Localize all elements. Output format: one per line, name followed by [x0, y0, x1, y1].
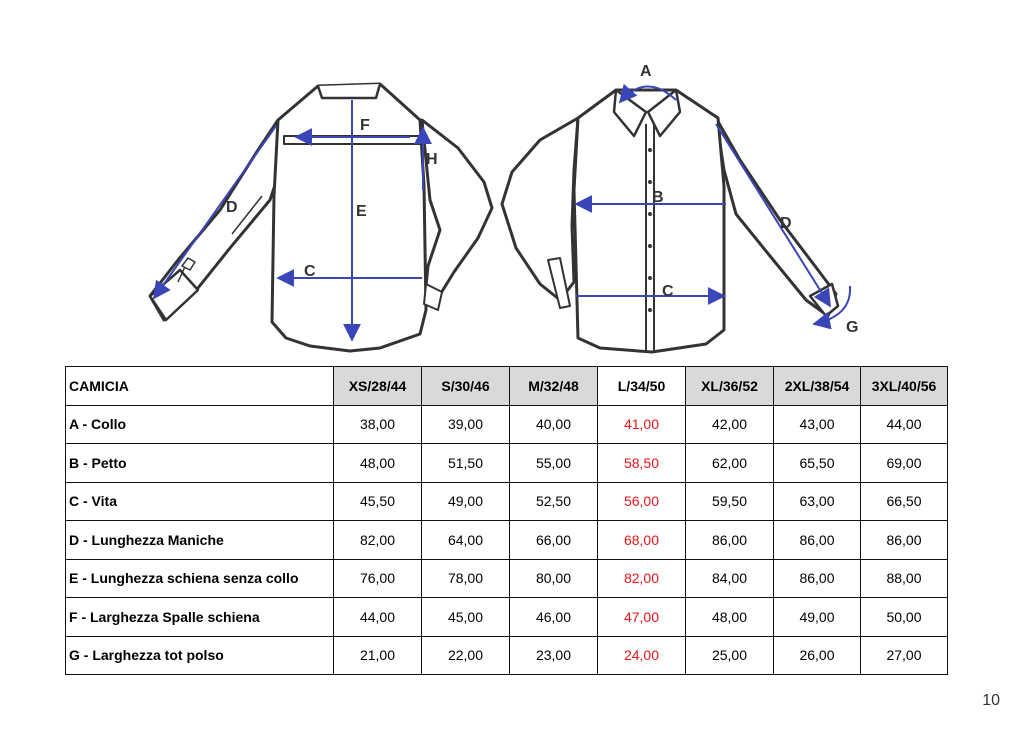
- shirt-back-view: [150, 84, 492, 351]
- row-label: A - Collo: [66, 405, 334, 444]
- table-cell: 86,00: [774, 559, 861, 598]
- table-cell: 58,50: [598, 444, 686, 483]
- table-cell: 40,00: [510, 405, 598, 444]
- row-label: F - Larghezza Spalle schiena: [66, 598, 334, 637]
- table-cell: 66,00: [510, 521, 598, 560]
- table-cell: 55,00: [510, 444, 598, 483]
- table-cell: 48,00: [686, 598, 774, 637]
- table-cell: 46,00: [510, 598, 598, 637]
- table-cell: 56,00: [598, 482, 686, 521]
- page-number: 10: [982, 692, 1000, 709]
- table-cell: 76,00: [334, 559, 422, 598]
- shirt-measurement-diagram: [0, 0, 1024, 362]
- marker-h: H: [426, 151, 438, 168]
- marker-c-back: C: [304, 263, 316, 280]
- table-cell: 62,00: [686, 444, 774, 483]
- table-cell: 44,00: [861, 405, 948, 444]
- table-cell: 84,00: [686, 559, 774, 598]
- table-cell: 78,00: [422, 559, 510, 598]
- table-cell: 48,00: [334, 444, 422, 483]
- marker-f: F: [360, 117, 370, 134]
- header-size-m: M/32/48: [510, 367, 598, 406]
- marker-g: G: [846, 319, 859, 336]
- table-cell: 80,00: [510, 559, 598, 598]
- row-label: D - Lunghezza Maniche: [66, 521, 334, 560]
- table-cell: 24,00: [598, 636, 686, 675]
- header-size-l: L/34/50: [598, 367, 686, 406]
- table-cell: 26,00: [774, 636, 861, 675]
- header-camicia: CAMICIA: [66, 367, 334, 406]
- row-label: G - Larghezza tot polso: [66, 636, 334, 675]
- row-label: C - Vita: [66, 482, 334, 521]
- header-size-xl: XL/36/52: [686, 367, 774, 406]
- table-cell: 38,00: [334, 405, 422, 444]
- header-size-s: S/30/46: [422, 367, 510, 406]
- marker-d-front: D: [780, 215, 792, 232]
- table-cell: 68,00: [598, 521, 686, 560]
- table-cell: 51,50: [422, 444, 510, 483]
- table-cell: 82,00: [334, 521, 422, 560]
- table-cell: 88,00: [861, 559, 948, 598]
- header-size-2xl: 2XL/38/54: [774, 367, 861, 406]
- table-cell: 23,00: [510, 636, 598, 675]
- row-label: E - Lunghezza schiena senza collo: [66, 559, 334, 598]
- table-cell: 39,00: [422, 405, 510, 444]
- table-cell: 82,00: [598, 559, 686, 598]
- table-cell: 52,50: [510, 482, 598, 521]
- table-cell: 64,00: [422, 521, 510, 560]
- table-cell: 63,00: [774, 482, 861, 521]
- table-row: [66, 636, 948, 675]
- header-size-3xl: 3XL/40/56: [861, 367, 948, 406]
- table-cell: 50,00: [861, 598, 948, 637]
- marker-d-back: D: [226, 199, 238, 216]
- table-cell: 65,50: [774, 444, 861, 483]
- table-cell: 49,00: [422, 482, 510, 521]
- table-cell: 45,00: [422, 598, 510, 637]
- table-cell: 47,00: [598, 598, 686, 637]
- table-row: [66, 482, 948, 521]
- arrow-d-front: [716, 124, 830, 306]
- table-row: [66, 598, 948, 637]
- table-cell: 41,00: [598, 405, 686, 444]
- table-cell: 86,00: [861, 521, 948, 560]
- header-size-xs: XS/28/44: [334, 367, 422, 406]
- table-cell: 49,00: [774, 598, 861, 637]
- marker-c-front: C: [662, 283, 674, 300]
- table-cell: 86,00: [774, 521, 861, 560]
- table-cell: 42,00: [686, 405, 774, 444]
- shirt-diagram-svg: [0, 0, 1024, 362]
- table-cell: 86,00: [686, 521, 774, 560]
- size-chart-table: [65, 366, 948, 675]
- table-cell: 44,00: [334, 598, 422, 637]
- table-header-row: [66, 367, 948, 406]
- table-row: [66, 444, 948, 483]
- table-cell: 69,00: [861, 444, 948, 483]
- table-cell: 66,50: [861, 482, 948, 521]
- marker-b: B: [652, 189, 664, 206]
- marker-e: E: [356, 203, 367, 220]
- table-cell: 27,00: [861, 636, 948, 675]
- table-cell: 59,50: [686, 482, 774, 521]
- table-row: [66, 559, 948, 598]
- table-cell: 22,00: [422, 636, 510, 675]
- table-row: [66, 405, 948, 444]
- table-cell: 21,00: [334, 636, 422, 675]
- table-cell: 45,50: [334, 482, 422, 521]
- row-label: B - Petto: [66, 444, 334, 483]
- table-cell: 25,00: [686, 636, 774, 675]
- table-row: [66, 521, 948, 560]
- marker-a: A: [640, 63, 652, 80]
- table-cell: 43,00: [774, 405, 861, 444]
